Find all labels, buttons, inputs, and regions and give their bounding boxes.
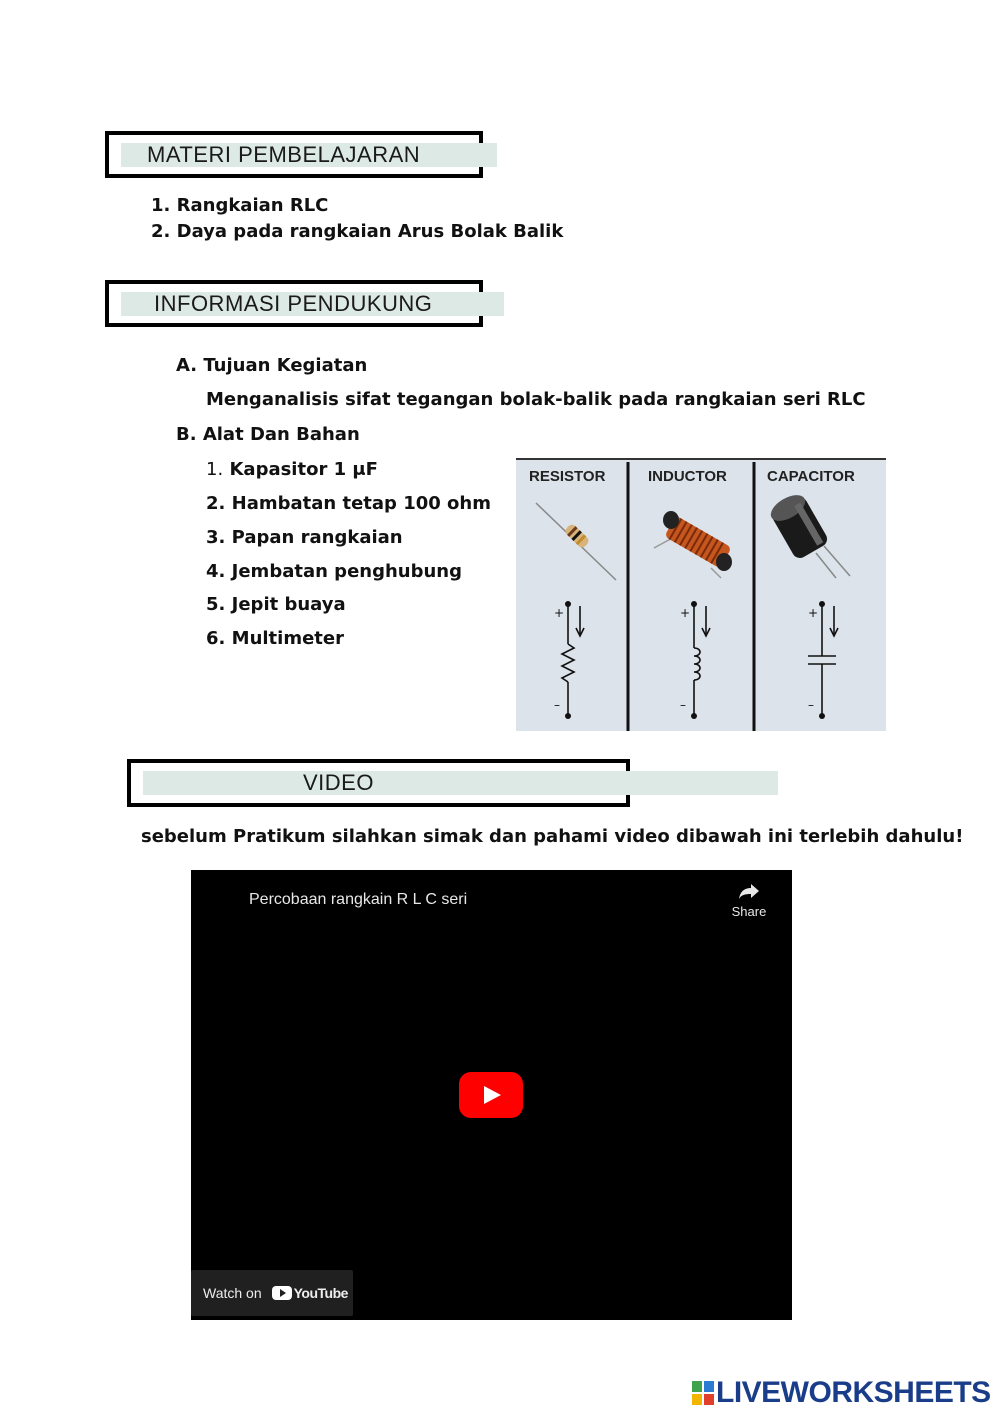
youtube-logo (272, 1285, 348, 1301)
minus-label: – (808, 698, 814, 712)
plus-label: + (680, 606, 691, 620)
watch-on-label: Watch on (203, 1285, 262, 1301)
alat-item-text: Multimeter (231, 628, 344, 649)
alat-item (206, 527, 403, 548)
alat-label: B. Alat Dan Bahan (176, 424, 360, 445)
alat-item-text: Kapasitor 1 μF (229, 459, 378, 480)
alat-item (206, 561, 462, 582)
youtube-play-icon (272, 1286, 292, 1300)
materi-item-1: 1. Rangkaian RLC (151, 195, 329, 216)
liveworksheets-logo (692, 1376, 991, 1410)
materi-item-2: 2. Daya pada rangkaian Arus Bolak Balik (151, 221, 564, 242)
liveworksheets-icon (692, 1381, 714, 1405)
video-heading-fill (143, 771, 778, 795)
materi-heading: MATERI PEMBELAJARAN (147, 142, 421, 167)
materi-heading-box (105, 131, 483, 178)
informasi-heading: INFORMASI PENDUKUNG (154, 291, 433, 316)
tujuan-label: A. Tujuan Kegiatan (176, 355, 368, 376)
alat-item (206, 459, 378, 480)
plus-label: + (808, 606, 819, 620)
video-heading-box (127, 759, 630, 807)
alat-item-num: 3. (206, 527, 226, 548)
resistor-symbol-icon (562, 604, 584, 716)
share-label: Share (731, 904, 767, 919)
alat-item-num: 4. (206, 561, 226, 582)
informasi-heading-box (105, 280, 483, 327)
alat-item-text: Papan rangkaian (231, 527, 403, 548)
video-instruction: sebelum Pratikum silahkan simak dan pahami video dibawah ini terlebih dahulu! (141, 826, 964, 847)
liveworksheets-wordmark: LIVEWORKSHEETS (716, 1376, 991, 1409)
alat-item-text: Jepit buaya (231, 594, 346, 615)
video-title[interactable]: Percobaan rangkain R L C seri (249, 891, 468, 908)
materi-heading-fill (121, 143, 497, 167)
alat-item-num: 6. (206, 628, 226, 649)
capacitor-photo-icon (767, 490, 850, 578)
components-image (516, 458, 886, 731)
inductor-title: INDUCTOR (648, 468, 727, 485)
minus-label: – (554, 698, 560, 712)
inductor-symbol-icon (694, 604, 710, 716)
alat-item (206, 594, 346, 615)
alat-item (206, 628, 344, 649)
resistor-photo-icon (536, 503, 616, 580)
watch-on-youtube-button[interactable] (191, 1270, 353, 1316)
capacitor-title: CAPACITOR (767, 468, 855, 485)
video-heading: VIDEO (303, 770, 374, 795)
resistor-title: RESISTOR (529, 468, 606, 485)
alat-item-num: 1. (206, 459, 224, 480)
plus-label: + (554, 606, 565, 620)
youtube-wordmark: YouTube (293, 1285, 348, 1301)
video-player[interactable] (191, 870, 792, 1320)
alat-item-num: 2. (206, 493, 226, 514)
minus-label: – (680, 698, 686, 712)
inductor-photo-icon (654, 511, 732, 578)
alat-item-num: 5. (206, 594, 226, 615)
alat-item (206, 493, 491, 514)
play-button[interactable] (459, 1072, 523, 1118)
alat-item-text: Jembatan penghubung (231, 561, 462, 582)
alat-item-text: Hambatan tetap 100 ohm (231, 493, 491, 514)
share-icon (737, 882, 761, 900)
informasi-heading-fill (121, 292, 504, 316)
share-button[interactable] (729, 882, 769, 919)
tujuan-text: Menganalisis sifat tegangan bolak-balik pada rangkaian seri RLC (206, 389, 866, 410)
